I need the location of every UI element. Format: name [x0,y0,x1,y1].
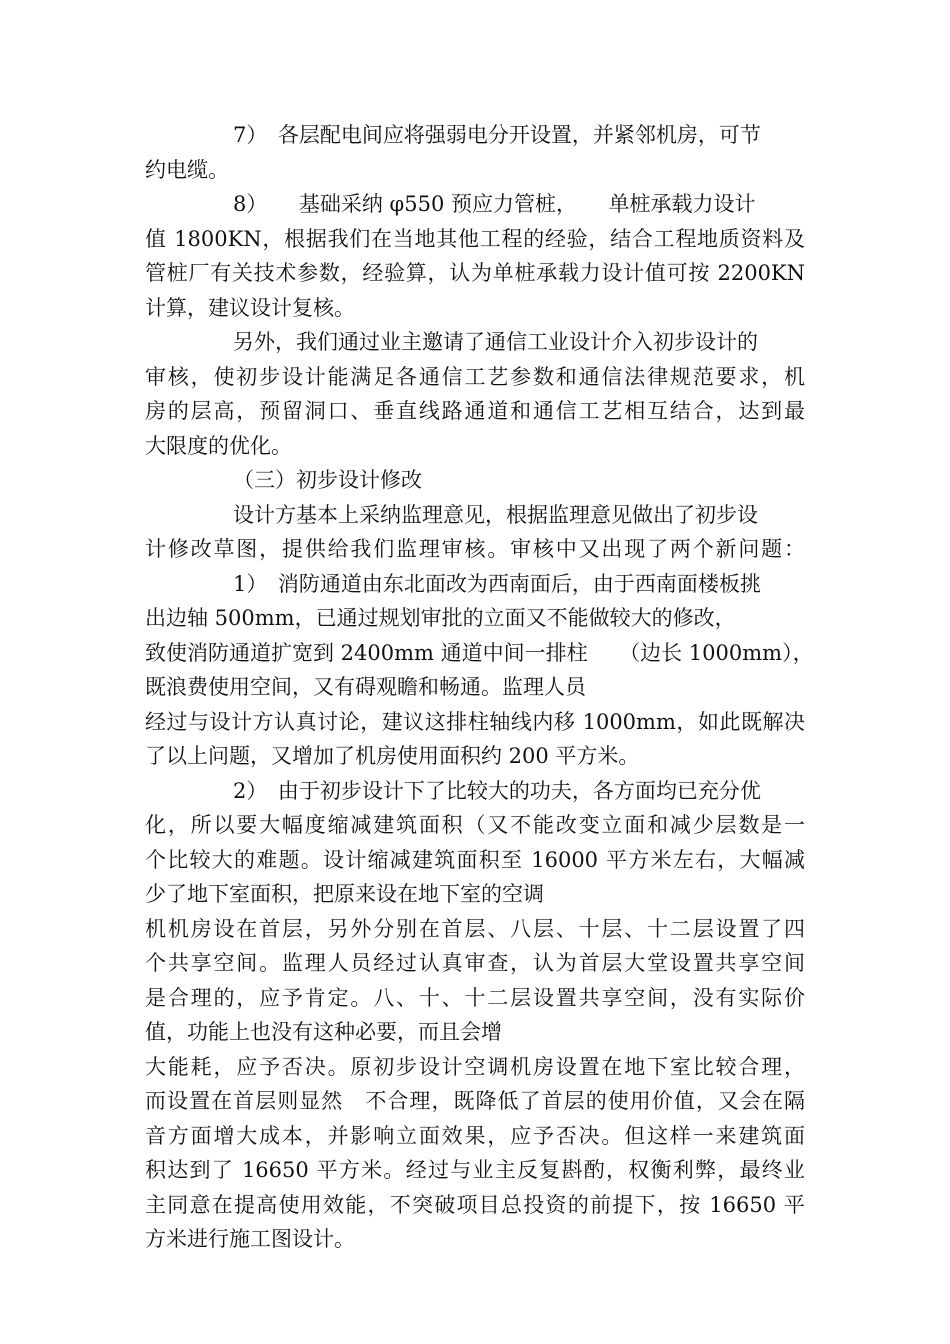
text-line: 方米进行施工图设计。 [145,1227,355,1251]
text-line: 大能耗，应予否决。原初步设计空调机房设置在地下室比较合理， [145,1055,805,1079]
text-line: 化，所以要大幅度缩减建筑面积（又不能改变立面和减少层数是一 [145,813,805,837]
text-line: 1） 消防通道由东北面改为西南面后，由于西南面楼板挑 [233,572,761,596]
text-line: 另外，我们通过业主邀请了通信工业设计介入初步设计的 [233,330,758,354]
text-line: 管桩厂有关技术参数，经验算，认为单桩承载力设计值可按 2200KN [145,261,805,285]
text-line: 计修改草图，提供给我们监理审核。审核中又出现了两个新问题： [145,537,805,561]
text-line: 了以上问题，又增加了机房使用面积约 200 平方米。 [145,744,640,768]
text-line: 计算，建议设计复核。 [145,296,355,320]
text-line: 出边轴 500mm，已通过规划审批的立面又不能做较大的修改， [145,606,736,630]
text-line: 审核，使初步设计能满足各通信工艺参数和通信法律规范要求，机 [145,365,805,389]
text-line: 值 1800KN，根据我们在当地其他工程的经验，结合工程地质资料及 [145,227,805,251]
text-line: 设计方基本上采纳监理意见，根据监理意见做出了初步设 [233,503,758,527]
text-line: 而设置在首层则显然 不合理，既降低了首层的使用价值，又会在隔 [145,1089,805,1113]
text-line: 少了地下室面积，把原来设在地下室的空调 [145,882,544,906]
text-line: 7） 各层配电间应将强弱电分开设置，并紧邻机房，可节 [233,123,761,147]
text-line: 致使消防通道扩宽到 2400mm 通道中间一排柱 （边长 1000mm）， [145,641,814,665]
text-line: 经过与设计方认真讨论，建议这排柱轴线内移 1000mm，如此既解决 [145,710,805,734]
text-line: 房的层高，预留洞口、垂直线路通道和通信工艺相互结合，达到最 [145,399,805,423]
text-line: 是合理的，应予肯定。八、十、十二层设置共享空间，没有实际价 [145,986,805,1010]
text-line: 既浪费使用空间，又有碍观瞻和畅通。监理人员 [145,675,586,699]
text-line: 约电缆。 [145,158,229,182]
section-heading: （三）初步设计修改 [233,468,422,492]
text-line: 机机房设在首层，另外分别在首层、八层、十层、十二层设置了四 [145,917,805,941]
text-line: 个共享空间。监理人员经过认真审查，认为首层大堂设置共享空间 [145,951,805,975]
text-line: 积达到了 16650 平方米。经过与业主反复斟酌，权衡利弊，最终业 [145,1158,805,1182]
text-line: 主同意在提高使用效能，不突破项目总投资的前提下，按 16650 平 [145,1193,805,1217]
text-line: 大限度的优化。 [145,434,292,458]
text-line: 值，功能上也没有这种必要，而且会增 [145,1020,502,1044]
text-line: 音方面增大成本，并影响立面效果，应予否决。但这样一来建筑面 [145,1124,805,1148]
text-line: 8） 基础采纳 φ550 预应力管桩， 单桩承载力设计 [233,192,756,216]
text-line: 个比较大的难题。设计缩减建筑面积至 16000 平方米左右，大幅减 [145,848,805,872]
text-line: 2） 由于初步设计下了比较大的功夫，各方面均已充分优 [233,779,761,803]
